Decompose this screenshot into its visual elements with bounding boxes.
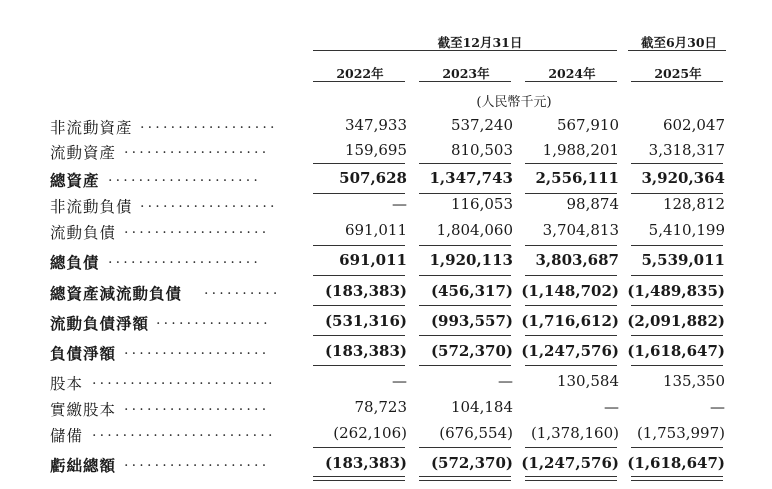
year-2023: 2023年 — [442, 66, 490, 81]
leader-dots: ........................ — [92, 424, 276, 440]
cell-2025: 3,318,317 — [648, 141, 725, 159]
row-label: 流動負債 — [50, 224, 117, 242]
leader-dots: ................... — [124, 342, 270, 358]
row-label: 總負債 — [50, 253, 100, 272]
leader-dots: .................. — [140, 195, 278, 211]
rule-row7-2025 — [631, 305, 723, 306]
row-label: 流動負債淨額 — [50, 314, 150, 333]
double-rule-2024 — [525, 476, 617, 481]
cell-2024: (1,247,576) — [521, 454, 619, 472]
cell-2023: 537,240 — [450, 116, 513, 134]
rule-after-total-liab-2025 — [631, 275, 723, 276]
rule-row8-2022 — [313, 335, 405, 336]
table-row — [0, 398, 772, 422]
rule-reserves-2025 — [631, 447, 723, 448]
rule-total-liab-2023 — [419, 245, 511, 246]
cell-2025: 5,410,199 — [648, 221, 725, 239]
table-row — [0, 342, 772, 366]
cell-2023: 810,503 — [450, 141, 513, 159]
row-label: 負債淨額 — [50, 344, 117, 363]
cell-2024: 567,910 — [556, 116, 619, 134]
rule-row7-2023 — [419, 305, 511, 306]
cell-2022: 691,011 — [344, 221, 407, 239]
period-header-dec31: 截至12月31日 — [437, 35, 523, 50]
cell-2022: 507,628 — [339, 169, 407, 187]
table-row — [0, 372, 772, 396]
cell-2024: (1,247,576) — [521, 342, 619, 360]
table-row — [0, 169, 772, 193]
rule-after-total-liab-2022 — [313, 275, 405, 276]
leader-dots: .................... — [108, 251, 262, 267]
cell-2025: (1,618,647) — [627, 342, 725, 360]
table-row — [0, 424, 772, 448]
cell-2025: 128,812 — [662, 195, 725, 213]
cell-2022: (183,383) — [324, 342, 407, 360]
rule-row7-2024 — [525, 305, 617, 306]
rule-after-total-assets-2025 — [631, 193, 723, 194]
leader-dots: ........................ — [92, 372, 276, 388]
row-label: 總資產減流動負債 — [50, 284, 183, 303]
cell-2025: 3,920,364 — [641, 169, 725, 187]
table-row — [0, 221, 772, 245]
cell-2024: (1,378,160) — [530, 424, 619, 442]
cell-2025: (1,489,835) — [627, 282, 725, 300]
header-rule-group1 — [313, 50, 617, 51]
rule-row8-2024 — [525, 335, 617, 336]
rule-total-assets-2022 — [313, 163, 405, 164]
rule-after-total-assets-2024 — [525, 193, 617, 194]
cell-2024: 98,874 — [566, 195, 619, 213]
rule-after-total-liab-2023 — [419, 275, 511, 276]
cell-2024: — — [604, 398, 619, 416]
leader-dots: ................... — [124, 398, 270, 414]
rule-reserves-2022 — [313, 447, 405, 448]
cell-2025: 135,350 — [662, 372, 725, 390]
cell-2024: 130,584 — [556, 372, 619, 390]
rule-total-liab-2024 — [525, 245, 617, 246]
cell-2023: 116,053 — [450, 195, 513, 213]
year-rule-2022 — [313, 81, 405, 82]
cell-2022: 347,933 — [344, 116, 407, 134]
cell-2022: 159,695 — [344, 141, 407, 159]
double-rule-2023 — [419, 476, 511, 481]
cell-2023: 1,804,060 — [436, 221, 513, 239]
cell-2025: (1,753,997) — [636, 424, 725, 442]
rule-row9-2022 — [313, 365, 405, 366]
cell-2025: — — [710, 398, 725, 416]
leader-dots: .................... — [108, 169, 262, 185]
row-label: 虧絀總額 — [50, 456, 117, 475]
cell-2022: (183,383) — [324, 454, 407, 472]
leader-dots: ................... — [124, 221, 270, 237]
leader-dots: ................... — [124, 454, 270, 470]
rule-after-total-assets-2023 — [419, 193, 511, 194]
row-label: 流動資產 — [50, 144, 117, 162]
cell-2022: — — [392, 372, 407, 390]
rule-row9-2023 — [419, 365, 511, 366]
row-label: 非流動資產 — [50, 119, 133, 137]
rule-row7-2022 — [313, 305, 405, 306]
cell-2023: 1,920,113 — [429, 251, 513, 269]
table-row — [0, 116, 772, 140]
cell-2023: 1,347,743 — [429, 169, 513, 187]
leader-dots: .................. — [140, 116, 278, 132]
rule-reserves-2023 — [419, 447, 511, 448]
rule-row8-2025 — [631, 335, 723, 336]
cell-2023: (993,557) — [430, 312, 513, 330]
table-row — [0, 454, 772, 478]
year-rule-2023 — [419, 81, 511, 82]
table-row — [0, 141, 772, 165]
rule-row9-2024 — [525, 365, 617, 366]
rule-reserves-2024 — [525, 447, 617, 448]
cell-2025: (2,091,882) — [627, 312, 725, 330]
cell-2025: 602,047 — [662, 116, 725, 134]
rule-total-assets-2023 — [419, 163, 511, 164]
double-rule-2025 — [631, 476, 723, 481]
cell-2023: 104,184 — [450, 398, 513, 416]
year-2025: 2025年 — [654, 66, 702, 81]
cell-2025: 5,539,011 — [641, 251, 725, 269]
table-row — [0, 312, 772, 336]
cell-2024: (1,716,612) — [521, 312, 619, 330]
rule-after-total-assets-2022 — [313, 193, 405, 194]
cell-2024: 1,988,201 — [542, 141, 619, 159]
header-rule-group2 — [628, 50, 726, 51]
rule-row9-2025 — [631, 365, 723, 366]
leader-dots: ............... — [156, 312, 271, 328]
row-label: 非流動負債 — [50, 198, 133, 216]
table-row — [0, 282, 772, 306]
rule-total-liab-2022 — [313, 245, 405, 246]
rule-total-assets-2024 — [525, 163, 617, 164]
period-header-jun30: 截至6月30日 — [640, 35, 718, 50]
table-row — [0, 195, 772, 219]
cell-2023: (572,370) — [430, 454, 513, 472]
rule-after-total-liab-2024 — [525, 275, 617, 276]
cell-2024: 3,704,813 — [542, 221, 619, 239]
cell-2022: (531,316) — [324, 312, 407, 330]
cell-2022: (183,383) — [324, 282, 407, 300]
cell-2024: 2,556,111 — [535, 169, 619, 187]
leader-dots: ................... — [124, 141, 270, 157]
year-2022: 2022年 — [336, 66, 384, 81]
row-label: 股本 — [50, 375, 84, 393]
cell-2023: (676,554) — [439, 424, 513, 442]
cell-2022: — — [392, 195, 407, 213]
rule-row8-2023 — [419, 335, 511, 336]
cell-2023: (572,370) — [430, 342, 513, 360]
cell-2025: (1,618,647) — [627, 454, 725, 472]
cell-2022: 691,011 — [339, 251, 407, 269]
cell-2023: (456,317) — [430, 282, 513, 300]
row-label: 總資產 — [50, 171, 100, 190]
table-row — [0, 251, 772, 275]
rule-total-assets-2025 — [631, 163, 723, 164]
cell-2024: 3,803,687 — [535, 251, 619, 269]
year-rule-2024 — [525, 81, 617, 82]
cell-2022: 78,723 — [354, 398, 407, 416]
cell-2022: (262,106) — [333, 424, 407, 442]
double-rule-2022 — [313, 476, 405, 481]
year-rule-2025 — [631, 81, 723, 82]
unit-label: (人民幣千元) — [476, 95, 552, 110]
rule-total-liab-2025 — [631, 245, 723, 246]
leader-dots: .......... — [204, 282, 281, 298]
cell-2023: — — [498, 372, 513, 390]
row-label: 實繳股本 — [50, 401, 117, 419]
year-2024: 2024年 — [548, 66, 596, 81]
row-label: 儲備 — [50, 427, 84, 445]
cell-2024: (1,148,702) — [521, 282, 619, 300]
